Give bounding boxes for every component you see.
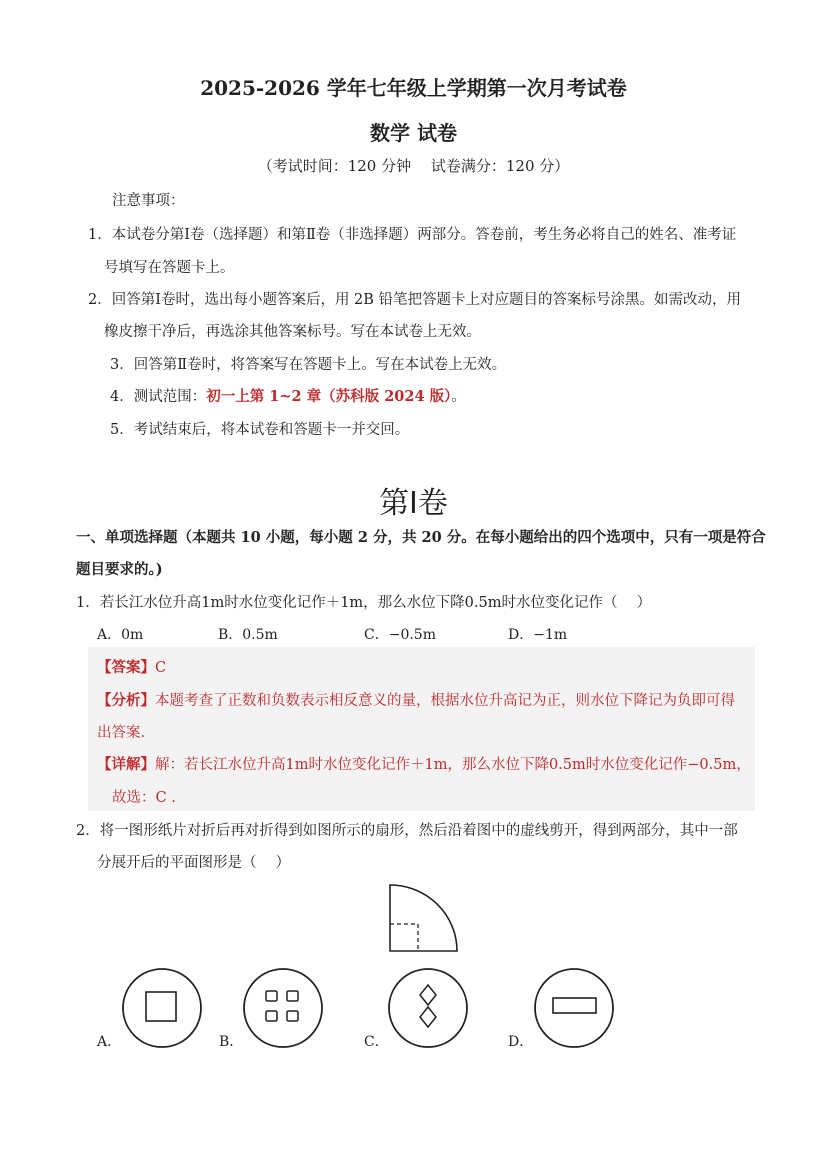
exam-title: 2025-2026 学年七年级上学期第一次月考试卷 [200, 76, 627, 100]
q1-analysis-label: 【分析】 [97, 692, 155, 709]
q1-detail-line-2: 故选：C . [112, 790, 176, 806]
q2-option-b-figure [241, 966, 325, 1050]
exam-subtitle: 数学 试卷 [370, 121, 457, 145]
exam-time-info: （考试时间：120 分钟 试卷满分：120 分） [257, 157, 570, 175]
note-5: 5．考试结束后，将本试卷和答题卡一并交回。 [110, 422, 410, 438]
option-b-circle [244, 969, 322, 1047]
notes-heading: 注意事项： [112, 193, 185, 209]
option-d-rectangle [553, 998, 596, 1013]
q2-stem-line-2: 分展开后的平面图形是（ ） [97, 855, 291, 871]
note-4 [110, 385, 466, 406]
q2-stem-line-1: 2．将一图形纸片对折后再对折得到如图所示的扇形，然后沿着图中的虚线剪开，得到两部分，其中一部 [76, 823, 738, 839]
section-1-line-2: 题目要求的。) [76, 561, 163, 578]
q2-option-b-label: B． [219, 1034, 244, 1050]
q1-detail-label: 【详解】 [97, 756, 155, 773]
note-1-line-2: 号填写在答题卡上。 [104, 260, 235, 276]
q1-option-d: D．−1m [508, 627, 568, 643]
option-b-square-1 [266, 991, 277, 1001]
q2-option-d-figure [532, 966, 616, 1050]
option-a-square [146, 992, 176, 1021]
section-1-line-1: 一、单项选择题（本题共 10 小题，每小题 2 分，共 20 分。在每小题给出的四个选项中，只有一项是符合 [76, 529, 766, 546]
q1-answer [97, 656, 166, 677]
note-4-prefix: 4．测试范围： [110, 389, 207, 405]
option-a-circle [123, 969, 201, 1047]
volume-title: 第Ⅰ卷 [379, 487, 448, 520]
option-b-square-2 [287, 991, 298, 1001]
q1-analysis [97, 689, 735, 710]
q2-option-d-label: D． [508, 1034, 534, 1050]
note-4-range: 初一上第 1~2 章（苏科版 2024 版） [206, 388, 452, 405]
q1-analysis-line-2: 出答案. [97, 725, 146, 741]
note-1-line-1: 1．本试卷分第Ⅰ卷（选择题）和第Ⅱ卷（非选择题）两部分。答卷前，考生务必将自己的姓名、准考证 [88, 227, 737, 243]
sector-cut-line [390, 924, 418, 951]
q1-option-a: A．0m [97, 627, 144, 643]
q1-stem: 1．若长江水位升高1m时水位变化记作＋1m，那么水位下降0.5m时水位变化记作（ ） [76, 595, 652, 611]
option-c-diamond-bottom [420, 1007, 436, 1027]
q2-option-a-label: A． [97, 1034, 122, 1050]
note-2-line-1: 2．回答第Ⅰ卷时，选出每小题答案后，用 2B 铅笔把答题卡上对应题目的答案标号涂黑。如需改动，用 [88, 292, 742, 308]
option-b-square-3 [266, 1011, 277, 1021]
q1-answer-value: C [155, 660, 167, 676]
option-d-circle [535, 969, 613, 1047]
option-b-square-4 [287, 1011, 298, 1021]
q1-answer-box [88, 647, 755, 811]
q1-answer-label: 【答案】 [97, 659, 155, 676]
q2-option-c-figure [386, 966, 470, 1050]
q1-detail [97, 753, 751, 774]
option-c-diamond-top [420, 985, 436, 1005]
q1-analysis-text: 本题考查了正数和负数表示相反意义的量，根据水位升高记为正，则水位下降记为负即可得 [155, 693, 735, 709]
sector-outline [390, 885, 457, 951]
note-3: 3．回答第Ⅱ卷时，将答案写在答题卡上。写在本试卷上无效。 [110, 357, 507, 373]
q1-option-c: C．−0.5m [364, 627, 436, 643]
note-2-line-2: 橡皮擦干净后，再选涂其他答案标号。写在本试卷上无效。 [104, 324, 481, 340]
q2-option-a-figure [120, 966, 204, 1050]
q1-option-b: B．0.5m [218, 627, 278, 643]
q2-sector-figure [385, 880, 465, 956]
q1-detail-text: 解：若长江水位升高1m时水位变化记作＋1m，那么水位下降0.5m时水位变化记作−0.5m， [155, 757, 751, 773]
note-4-suffix: 。 [451, 389, 466, 405]
q2-option-c-label: C． [364, 1034, 389, 1050]
